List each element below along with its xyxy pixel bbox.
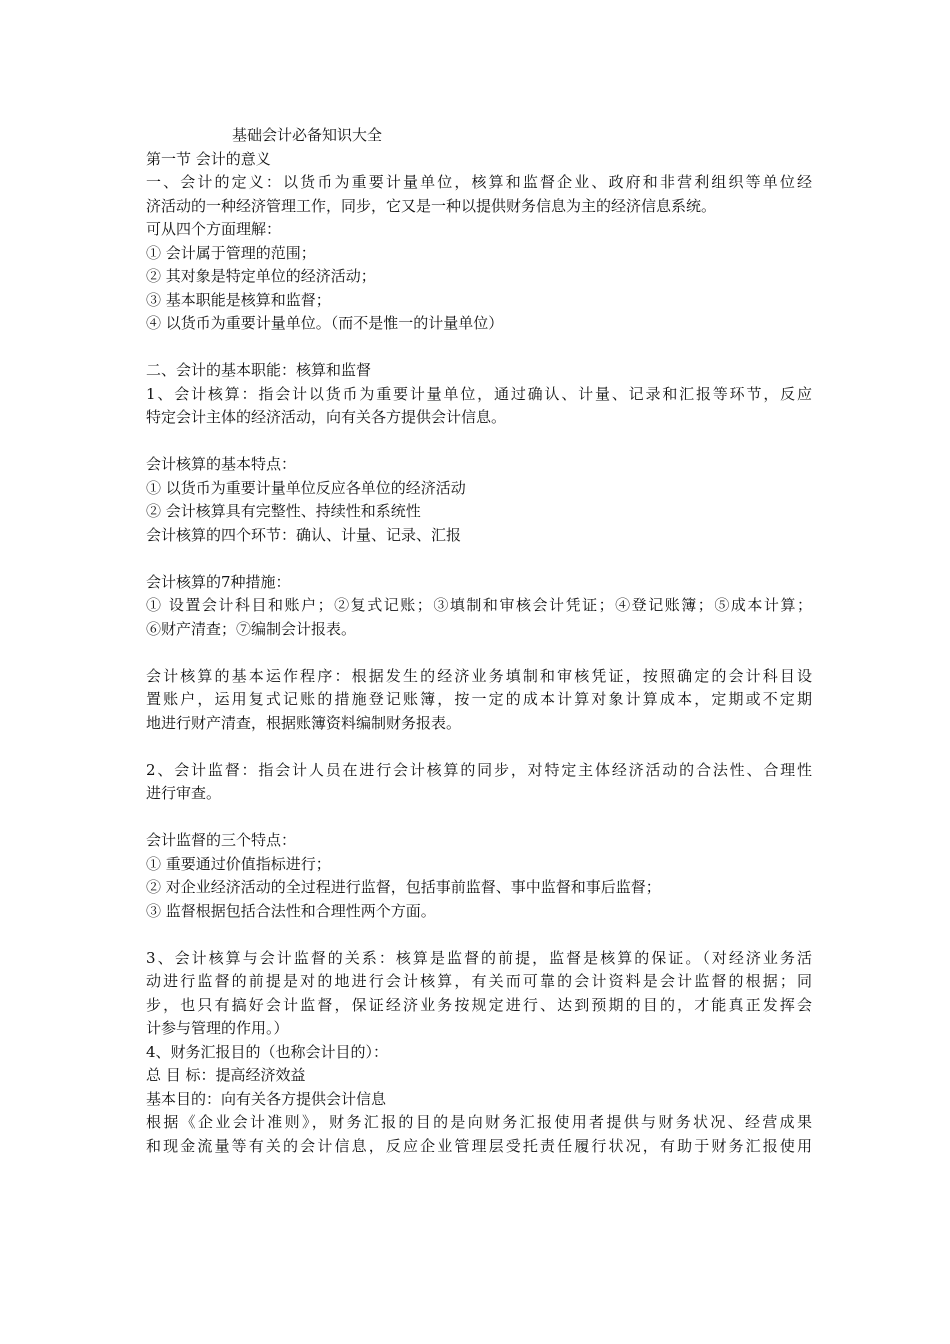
- paragraph-line: 会计监督的三个特点：: [146, 831, 297, 849]
- blank-line: [146, 430, 812, 454]
- paragraph-line: 2、会计监督：指会计人员在进行会计核算的同步，对特定主体经济活动的合法性、合理性: [146, 760, 812, 779]
- paragraph-line: ① 设置会计科目和账户；②复式记账；③填制和审核会计凭证；④登记账簿；⑤成本计算；: [146, 596, 812, 614]
- paragraph-line: ② 其对象是特定单位的经济活动；: [146, 267, 376, 285]
- blank-line: [146, 641, 812, 665]
- paragraph-line: 4、财务汇报目的（也称会计目的）：: [146, 1042, 389, 1061]
- paragraph-line: ② 对企业经济活动的全过程进行监督，包括事前监督、事中监督和事后监督；: [146, 878, 661, 896]
- paragraph-line: ④ 以货币为重要计量单位。（而不是惟一的计量单位）: [146, 314, 504, 332]
- blank-line: [146, 336, 812, 360]
- paragraph-line: ⑥财产清查；⑦编制会计报表。: [146, 619, 357, 638]
- paragraph-line: ② 会计核算具有完整性、持续性和系统性: [146, 502, 421, 520]
- paragraph-line: 济活动的一种经济管理工作，同步，它又是一种以提供财务信息为主的经济信息系统。: [146, 196, 717, 215]
- paragraph-line: 根据《企业会计准则》，财务汇报的目的是向财务汇报使用者提供与财务状况、经营成果: [146, 1113, 812, 1131]
- document-page: [146, 124, 812, 1158]
- paragraph-line: 可从四个方面理解：: [146, 220, 282, 238]
- paragraph-line: 会计核算的四个环节：确认、计量、记录、汇报: [146, 525, 462, 544]
- paragraph-line: ③ 监督根据包括合法性和合理性两个方面。: [146, 901, 436, 920]
- paragraph-line: ① 重要通过价值指标进行；: [146, 854, 331, 873]
- paragraph-line: 第一节 会计的意义: [146, 149, 271, 168]
- document-title: 基础会计必备知识大全: [232, 126, 383, 144]
- blank-line: [146, 806, 812, 830]
- paragraph-line: 进行审查。: [146, 784, 222, 802]
- paragraph-line: 动进行监督的前提是对的地进行会计核算，有关而可靠的会计资料是会计监督的根据；同: [146, 972, 812, 990]
- paragraph-line: 基本目的：向有关各方提供会计信息: [146, 1089, 387, 1108]
- paragraph-line: 会计核算的基本特点：: [146, 455, 297, 473]
- blank-line: [146, 735, 812, 759]
- paragraph-line: ① 会计属于管理的范围；: [146, 243, 316, 262]
- paragraph-line: ③ 基本职能是核算和监督；: [146, 290, 331, 309]
- paragraph-line: 会计核算的基本运作程序：根据发生的经济业务填制和审核凭证，按照确定的会计科目设: [146, 666, 812, 685]
- document-body: [146, 148, 812, 1159]
- paragraph-line: 一、会计的定义：以货币为重要计量单位，核算和监督企业、政府和非营利组织等单位经: [146, 173, 812, 191]
- paragraph-line: 总 目 标：提高经济效益: [146, 1066, 306, 1084]
- paragraph-line: 1、会计核算：指会计以货币为重要计量单位，通过确认、计量、记录和汇报等环节，反应: [146, 384, 812, 403]
- blank-line: [146, 923, 812, 947]
- paragraph-line: 二、会计的基本职能：核算和监督: [146, 361, 372, 379]
- paragraph-line: 会计核算的7种措施：: [146, 572, 291, 591]
- paragraph-line: ① 以货币为重要计量单位反应各单位的经济活动: [146, 478, 466, 497]
- paragraph-line: 特定会计主体的经济活动，向有关各方提供会计信息。: [146, 408, 507, 426]
- paragraph-line: 步，也只有搞好会计监督，保证经济业务按规定进行、达到预期的目的，才能真正发挥会: [146, 995, 812, 1014]
- blank-line: [146, 547, 812, 571]
- paragraph-line: 置账户，运用复式记账的措施登记账簿，按一定的成本计算对象计算成本，定期或不定期: [146, 690, 812, 708]
- paragraph-line: 3、会计核算与会计监督的关系：核算是监督的前提，监督是核算的保证。（对经济业务活: [146, 948, 812, 967]
- paragraph-line: 和现金流量等有关的会计信息，反应企业管理层受托责任履行状况，有助于财务汇报使用: [146, 1136, 812, 1155]
- paragraph-line: 地进行财产清查，根据账簿资料编制财务报表。: [146, 713, 462, 732]
- paragraph-line: 计参与管理的作用。）: [146, 1019, 289, 1037]
